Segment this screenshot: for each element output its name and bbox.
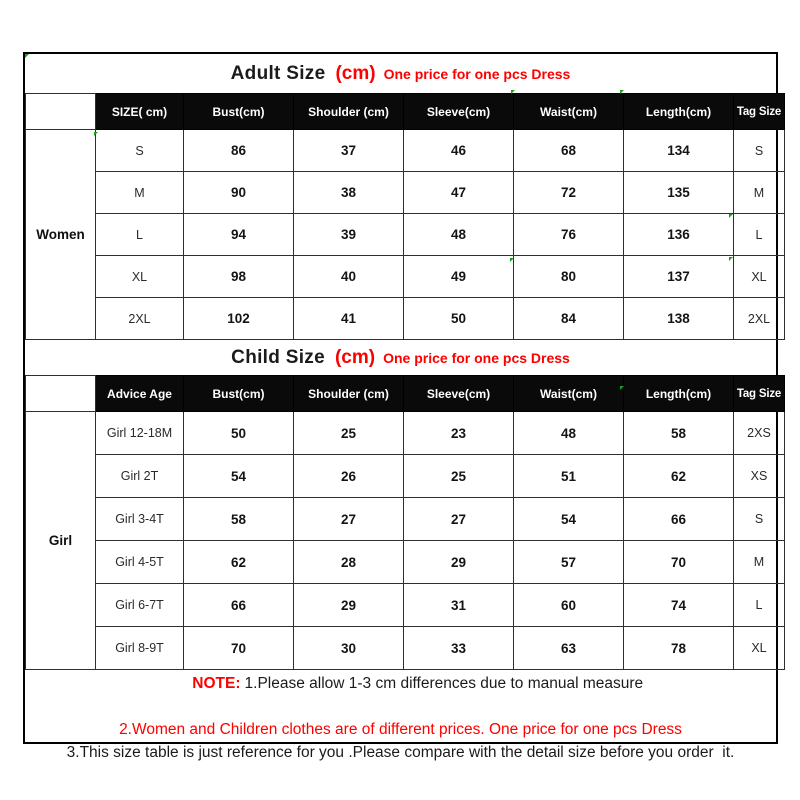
measurement-cell: 27 <box>404 498 514 541</box>
measurement-cell: 72 <box>514 172 624 214</box>
measurement-cell: 30 <box>294 627 404 670</box>
excel-green-triangle-icon <box>94 132 98 136</box>
table-row <box>26 412 785 455</box>
tag-size-cell: M <box>734 541 785 584</box>
measurement-cell: 63 <box>514 627 624 670</box>
measurement-cell: 49 <box>404 256 514 298</box>
group-label-cell: Girl <box>26 412 96 670</box>
measurement-cell: 33 <box>404 627 514 670</box>
column-header: Advice Age <box>96 376 184 412</box>
tag-size-cell: S <box>734 130 785 172</box>
note-line-2: 2.Women and Children clothes are of different prices. One price for one pcs Dress <box>119 720 682 738</box>
measurement-cell: 40 <box>294 256 404 298</box>
column-header: Sleeve(cm) <box>404 376 514 412</box>
measurement-cell: 47 <box>404 172 514 214</box>
tag-size-cell: S <box>734 498 785 541</box>
column-header: Waist(cm) <box>514 94 624 130</box>
column-header: Tag Size <box>734 376 785 412</box>
measurement-cell: 54 <box>514 498 624 541</box>
measurement-cell: 60 <box>514 584 624 627</box>
measurement-cell: 98 <box>184 256 294 298</box>
table-row <box>26 130 785 172</box>
header-row <box>26 94 785 130</box>
measurement-cell: 54 <box>184 455 294 498</box>
measurement-cell: 29 <box>294 584 404 627</box>
size-label-cell: 2XL <box>96 298 184 340</box>
table-row <box>26 584 785 627</box>
measurement-cell: 70 <box>184 627 294 670</box>
column-header: SIZE( cm) <box>96 94 184 130</box>
measurement-cell: 136 <box>624 214 734 256</box>
size-chart-sheet <box>23 52 782 761</box>
measurement-cell: 41 <box>294 298 404 340</box>
tag-size-cell: L <box>734 214 785 256</box>
measurement-cell: 80 <box>514 256 624 298</box>
table-row <box>26 172 785 214</box>
measurement-cell: 62 <box>184 541 294 584</box>
measurement-cell: 37 <box>294 130 404 172</box>
measurement-cell: 27 <box>294 498 404 541</box>
table-row <box>26 498 785 541</box>
corner-cell <box>26 94 96 130</box>
measurement-cell: 46 <box>404 130 514 172</box>
corner-cell <box>26 376 96 412</box>
measurement-cell: 134 <box>624 130 734 172</box>
child-title-price-note: One price for one pcs Dress <box>383 349 570 366</box>
child-title-row <box>25 340 776 375</box>
measurement-cell: 70 <box>624 541 734 584</box>
excel-green-triangle-icon <box>729 214 733 218</box>
measurement-cell: 48 <box>514 412 624 455</box>
size-label-cell: XL <box>96 256 184 298</box>
excel-green-triangle-icon <box>620 90 624 94</box>
measurement-cell: 84 <box>514 298 624 340</box>
measurement-cell: 48 <box>404 214 514 256</box>
table-row <box>26 541 785 584</box>
measurement-cell: 29 <box>404 541 514 584</box>
measurement-cell: 86 <box>184 130 294 172</box>
age-label-cell: Girl 12-18M <box>96 412 184 455</box>
measurement-cell: 23 <box>404 412 514 455</box>
measurement-cell: 25 <box>404 455 514 498</box>
excel-green-triangle-icon <box>620 386 624 390</box>
excel-green-triangle-icon <box>25 54 29 58</box>
tag-size-cell: M <box>734 172 785 214</box>
adult-title-price-note: One price for one pcs Dress <box>383 65 571 82</box>
tag-size-cell: L <box>734 584 785 627</box>
column-header: Shoulder (cm) <box>294 376 404 412</box>
excel-green-triangle-icon <box>510 258 514 262</box>
measurement-cell: 74 <box>624 584 734 627</box>
measurement-cell: 50 <box>184 412 294 455</box>
measurement-cell: 135 <box>624 172 734 214</box>
measurement-cell: 26 <box>294 455 404 498</box>
measurement-cell: 39 <box>294 214 404 256</box>
column-header: Bust(cm) <box>184 376 294 412</box>
measurement-cell: 25 <box>294 412 404 455</box>
header-row <box>26 376 785 412</box>
column-header: Waist(cm) <box>514 376 624 412</box>
adult-title-row <box>25 54 776 93</box>
note-label: NOTE: <box>192 674 241 692</box>
measurement-cell: 51 <box>514 455 624 498</box>
measurement-cell: 58 <box>624 412 734 455</box>
child-size-table <box>25 375 785 670</box>
measurement-cell: 62 <box>624 455 734 498</box>
size-label-cell: S <box>96 130 184 172</box>
age-label-cell: Girl 8-9T <box>96 627 184 670</box>
column-header: Sleeve(cm) <box>404 94 514 130</box>
measurement-cell: 58 <box>184 498 294 541</box>
column-header: Bust(cm) <box>184 94 294 130</box>
child-title: Child Size <box>231 346 325 368</box>
tag-size-cell: XL <box>734 256 785 298</box>
tag-size-cell: 2XL <box>734 298 785 340</box>
size-label-cell: M <box>96 172 184 214</box>
measurement-cell: 94 <box>184 214 294 256</box>
measurement-cell: 76 <box>514 214 624 256</box>
measurement-cell: 138 <box>624 298 734 340</box>
measurement-cell: 137 <box>624 256 734 298</box>
table-row <box>26 214 785 256</box>
column-header: Shoulder (cm) <box>294 94 404 130</box>
measurement-cell: 68 <box>514 130 624 172</box>
age-label-cell: Girl 2T <box>96 455 184 498</box>
age-label-cell: Girl 6-7T <box>96 584 184 627</box>
excel-green-triangle-icon <box>729 257 733 261</box>
measurement-cell: 66 <box>184 584 294 627</box>
measurement-cell: 31 <box>404 584 514 627</box>
note-line-3: 3.This size table is just reference for you .Please compare with the detail size before you order it. <box>66 743 735 761</box>
measurement-cell: 102 <box>184 298 294 340</box>
note-line-1-text: 1.Please allow 1-3 cm differences due to manual measure <box>244 674 644 692</box>
age-label-cell: Girl 3-4T <box>96 498 184 541</box>
adult-title: Adult Size <box>230 62 326 84</box>
measurement-cell: 38 <box>294 172 404 214</box>
measurement-cell: 57 <box>514 541 624 584</box>
excel-green-triangle-icon <box>511 90 515 94</box>
child-title-unit: (cm) <box>334 346 376 368</box>
measurement-cell: 66 <box>624 498 734 541</box>
size-label-cell: L <box>96 214 184 256</box>
column-header: Length(cm) <box>624 94 734 130</box>
measurement-cell: 28 <box>294 541 404 584</box>
note-line-1 <box>158 649 643 718</box>
measurement-cell: 78 <box>624 627 734 670</box>
measurement-cell: 50 <box>404 298 514 340</box>
table-row <box>26 455 785 498</box>
age-label-cell: Girl 4-5T <box>96 541 184 584</box>
group-label-cell: Women <box>26 130 96 340</box>
tag-size-cell: 2XS <box>734 412 785 455</box>
column-header: Tag Size <box>734 94 785 130</box>
table-row <box>26 298 785 340</box>
adult-size-table <box>25 93 785 340</box>
table-row <box>26 256 785 298</box>
column-header: Length(cm) <box>624 376 734 412</box>
tag-size-cell: XL <box>734 627 785 670</box>
measurement-cell: 90 <box>184 172 294 214</box>
note-box <box>25 670 776 761</box>
tag-size-cell: XS <box>734 455 785 498</box>
adult-title-unit: (cm) <box>335 62 376 84</box>
